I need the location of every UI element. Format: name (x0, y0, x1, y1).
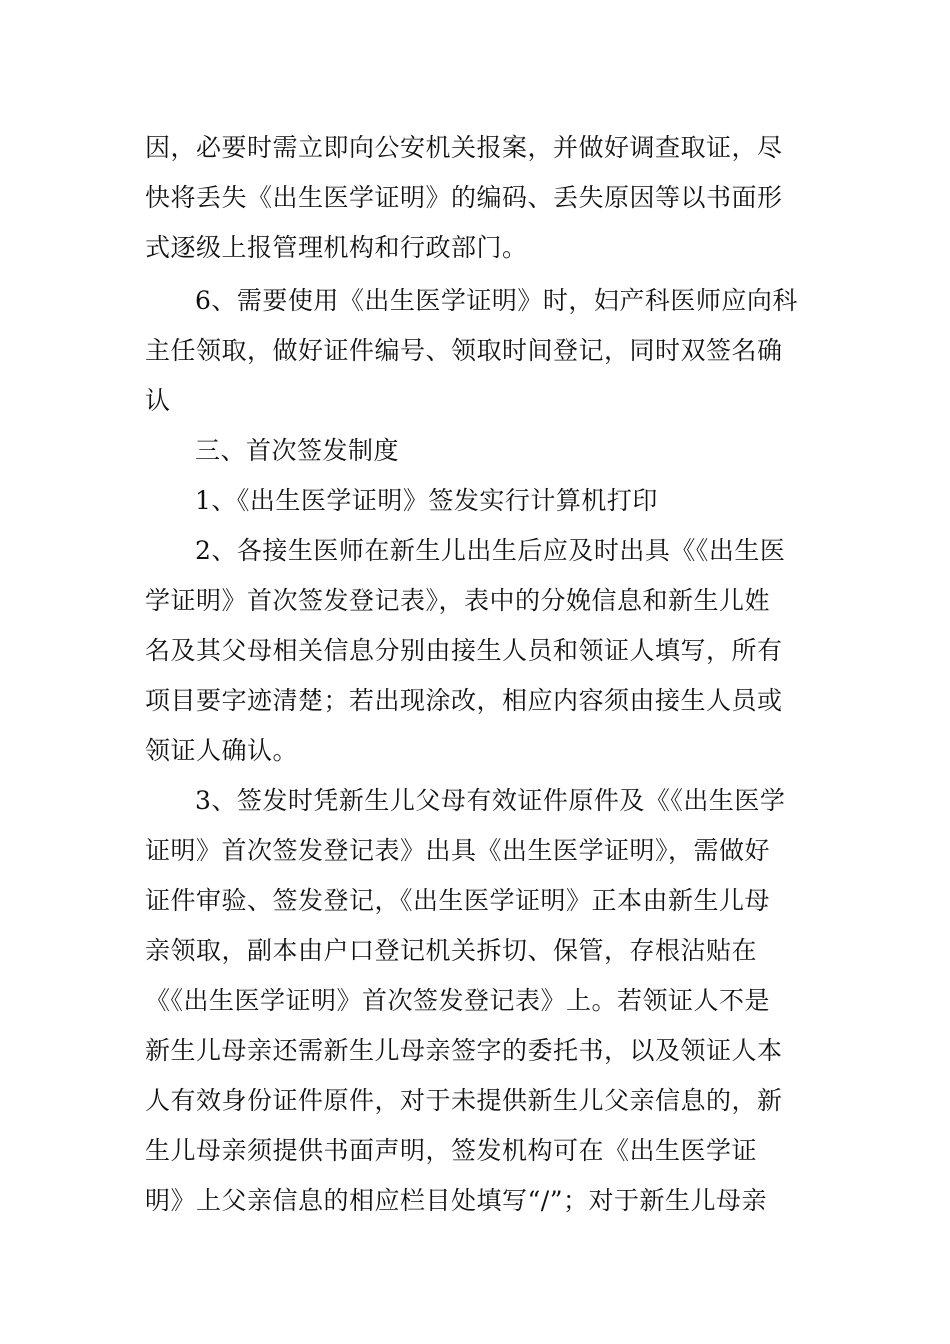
text-line: 证明》首次签发登记表》出具《出生医学证明》，需做好 (145, 836, 771, 865)
text-line: 领证人确认。 (145, 736, 299, 765)
text-line: 亲领取，副本由户口登记机关拆切、保管，存根沾贴在 (145, 936, 758, 965)
text-line: 证件审验、签发登记，《出生医学证明》正本由新生儿母 (145, 886, 771, 915)
text-line: 项目要字迹清楚；若出现涂改，相应内容须由接生人员或 (145, 686, 783, 715)
text-line: 《《出生医学证明》首次签发登记表》上。若领证人不是 (145, 986, 771, 1015)
text-line: 快将丢失《出生医学证明》的编码、丢失原因等以书面形 (145, 183, 783, 212)
text-line: 生儿母亲须提供书面声明，签发机构可在《出生医学证 (145, 1136, 758, 1165)
text-line: 明》上父亲信息的相应栏目处填写“/”；对于新生儿母亲 (145, 1186, 767, 1215)
text-line: 因，必要时需立即向公安机关报案，并做好调查取证，尽 (145, 133, 783, 162)
text-line: 式逐级上报管理机构和行政部门。 (145, 233, 528, 262)
text-line: 新生儿母亲还需新生儿母亲签字的委托书，以及领证人本 (145, 1036, 783, 1065)
paragraph-item-3: 3、签发时凭新生儿父母有效证件原件及《《出生医学 (195, 786, 786, 815)
text-line: 认 (145, 386, 171, 415)
text-line: 名及其父母相关信息分别由接生人员和领证人填写，所有 (145, 636, 783, 665)
paragraph-item-1: 1、《出生医学证明》签发实行计算机打印 (195, 486, 658, 515)
paragraph-item-2: 2、各接生医师在新生儿出生后应及时出具《《出生医 (195, 536, 786, 565)
text-line: 学证明》首次签发登记表》，表中的分娩信息和新生儿姓 (145, 586, 771, 615)
paragraph-item-6: 6、需要使用《出生医学证明》时，妇产科医师应向科 (195, 286, 798, 315)
section-heading: 三、首次签发制度 (195, 436, 400, 465)
text-line: 人有效身份证件原件，对于未提供新生儿父亲信息的，新 (145, 1086, 783, 1115)
text-line: 主任领取，做好证件编号、领取时间登记，同时双签名确 (145, 336, 783, 365)
